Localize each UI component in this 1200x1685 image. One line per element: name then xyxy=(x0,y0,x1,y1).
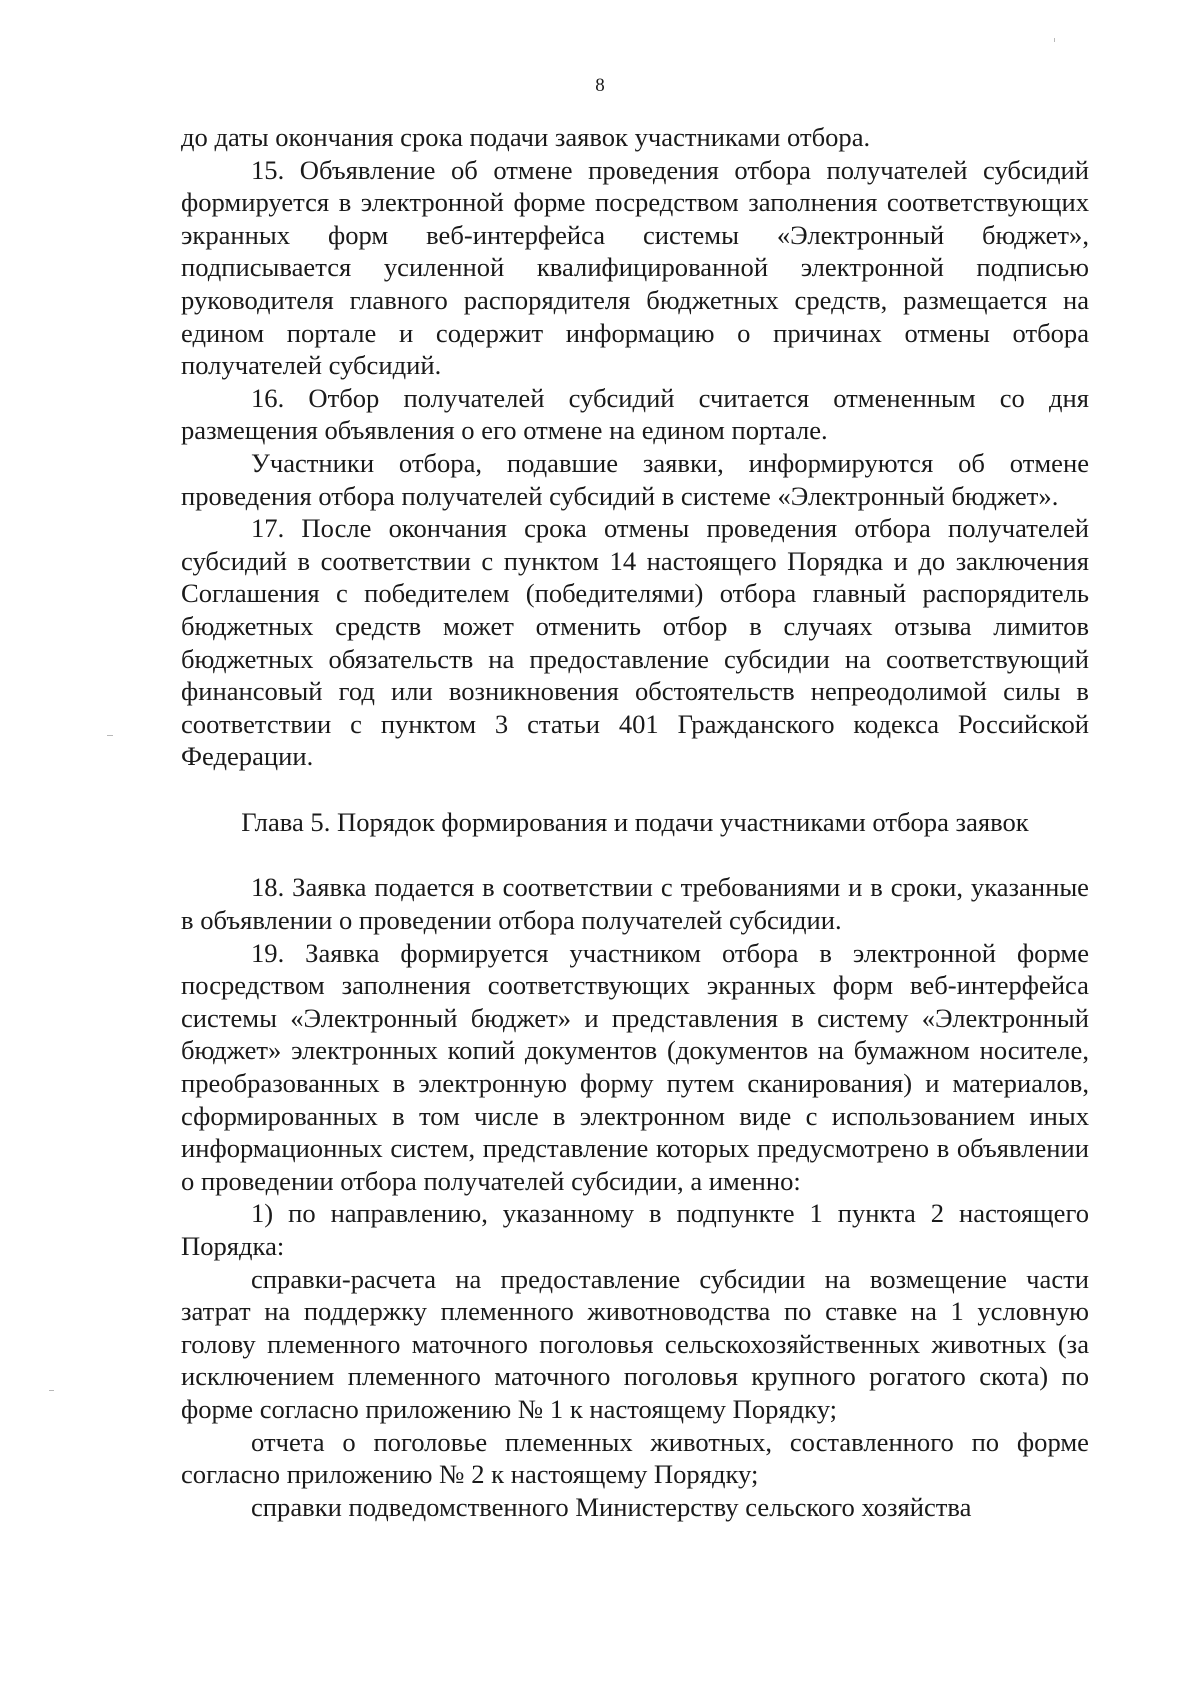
page-number: 8 xyxy=(595,75,605,96)
scan-artifact xyxy=(107,735,113,736)
scan-artifact xyxy=(49,1390,54,1391)
scan-artifact xyxy=(1054,38,1055,42)
list-subitem-calculation: справки-расчета на предоставление субсидии на возмещение части затрат на поддержку племенного животноводства по ставке на 1 условную голову племенного маточного поголовья сельскохозяйственных животных (за исключением племенного маточного поголовья крупного рогатого скота) по форме согласно приложению № 1 к настоящему Порядку; xyxy=(181,1263,1089,1424)
paragraph-participants-notice: Участники отбора, подавшие заявки, информируются об отмене проведения отбора получателей субсидий в системе «Электронный бюджет». xyxy=(181,447,1089,511)
list-subitem-report: отчета о поголовье племенных животных, составленного по форме согласно приложению № 2 к настоящему Порядку; xyxy=(181,1426,1089,1490)
list-item-1: 1) по направлению, указанному в подпункте 1 пункта 2 настоящего Порядка: xyxy=(181,1198,1089,1261)
paragraph-18: 18. Заявка подается в соответствии с требованиями и в сроки, указанные в объявлении о проведении отбора получателей субсидии. xyxy=(181,872,1089,936)
paragraph-15: 15. Объявление об отмене проведения отбора получателей субсидий формируется в электронной форме посредством заполнения соответствующих экранных форм веб-интерфейса системы «Электронный бюджет», подписывается усиленной квалифицированной электронной подписью руководителя главного распорядителя бюджетных средств, размещается на едином портале и содержит информацию о причинах отмены отбора получателей субсидий. xyxy=(181,154,1089,381)
chapter-heading: Глава 5. Порядок формирования и подачи участниками отбора заявок xyxy=(241,806,1029,837)
paragraph-continuation: до даты окончания срока подачи заявок участниками отбора. xyxy=(181,122,871,152)
list-subitem-certificate: справки подведомственного Министерству сельского хозяйства xyxy=(251,1491,972,1522)
paragraph-16: 16. Отбор получателей субсидий считается отмененным со дня размещения объявления о его отмене на едином портале. xyxy=(181,382,1089,446)
paragraph-19: 19. Заявка формируется участником отбора в электронной форме посредством заполнения соответствующих экранных форм веб-интерфейса системы «Электронный бюджет» и представления в систему «Электронный бюджет» электронных копий документов (документов на бумажном носителе, преобразованных в электронную форму путем сканирования) и материалов, сформированных в том числе в электронном виде с использованием иных информационных систем, представление которых предусмотрено в объявлении о проведении отбора получателей субсидии, а именно: xyxy=(181,937,1089,1196)
paragraph-17: 17. После окончания срока отмены проведения отбора получателей субсидий в соответствии с пунктом 14 настоящего Порядка и до заключения Соглашения с победителем (победителями) отбора главный распорядитель бюджетных средств может отменить отбор в случаях отзыва лимитов бюджетных обязательств на предоставление субсидии на соответствующий финансовый год или возникновения обстоятельств непреодолимой силы в соответствии с пунктом 3 статьи 401 Гражданского кодекса Российской Федерации. xyxy=(181,513,1089,772)
document-body xyxy=(181,121,1089,1523)
